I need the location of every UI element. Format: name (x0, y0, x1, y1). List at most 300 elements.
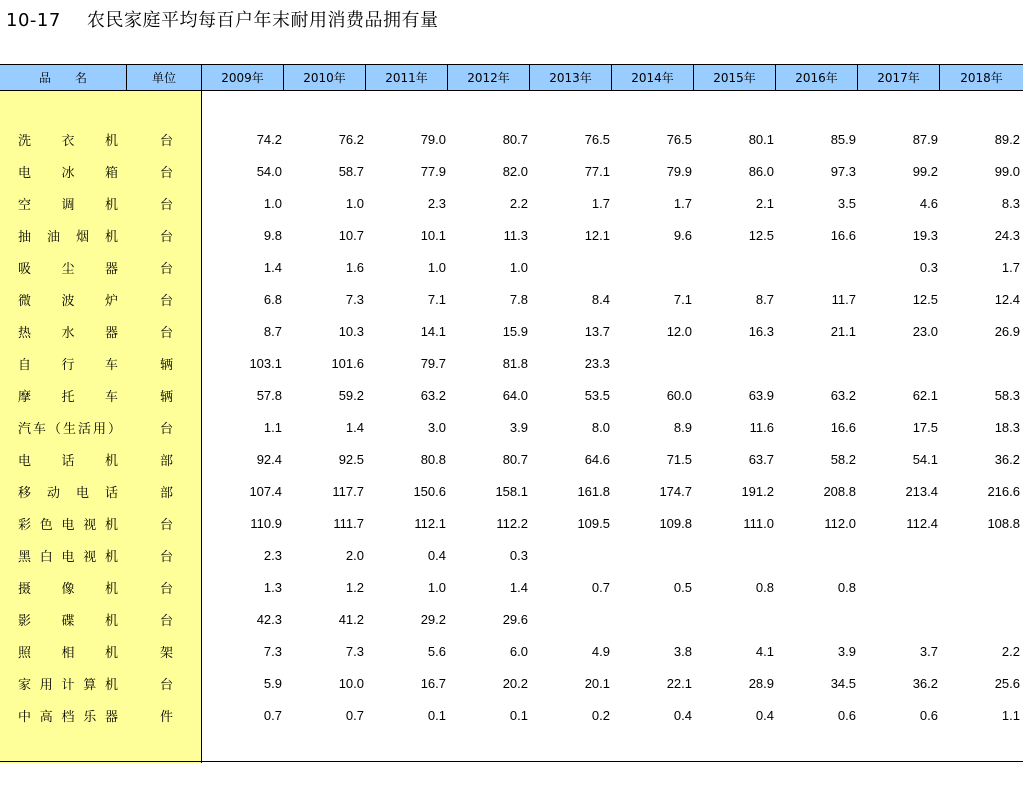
item-name-char: 自 (18, 357, 32, 373)
value-cell: 77.1 (584, 163, 610, 179)
value-cell: 92.5 (338, 451, 364, 467)
item-name-char: 摄 (18, 581, 32, 597)
item-name-char: 微 (18, 293, 32, 309)
value-cell: 29.2 (420, 611, 446, 627)
value-cell: 71.5 (666, 451, 692, 467)
value-cell: 77.9 (420, 163, 446, 179)
value-cell: 0.6 (919, 707, 938, 723)
item-unit: 台 (160, 229, 174, 245)
value-cell: 1.2 (345, 579, 364, 595)
item-name-char: 热 (18, 325, 32, 341)
value-cell: 109.5 (577, 515, 610, 531)
table-row (0, 667, 1023, 699)
item-name-char: 箱 (104, 165, 118, 181)
value-cell: 53.5 (584, 387, 610, 403)
header-year: 2013年 (530, 65, 612, 90)
item-name-char: 电 (75, 485, 89, 501)
item-name-char: 汽车（生活用） (18, 421, 124, 437)
item-name-char: 乐 (83, 709, 97, 725)
item-name-char: 移 (18, 485, 32, 501)
value-cell: 14.1 (420, 323, 446, 339)
item-unit: 台 (160, 517, 174, 533)
item-unit: 台 (160, 165, 174, 181)
item-name-char: 碟 (61, 613, 75, 629)
value-cell: 22.1 (666, 675, 692, 691)
value-cell: 92.4 (256, 451, 282, 467)
value-cell: 1.1 (263, 419, 282, 435)
table-body (0, 123, 1023, 731)
value-cell: 79.0 (420, 131, 446, 147)
value-cell: 79.9 (666, 163, 692, 179)
value-cell: 87.9 (912, 131, 938, 147)
value-cell: 158.1 (495, 483, 528, 499)
value-cell: 1.7 (1001, 259, 1020, 275)
value-cell: 74.2 (256, 131, 282, 147)
value-cell: 76.5 (666, 131, 692, 147)
value-cell: 2.0 (345, 547, 364, 563)
item-name-char: 机 (104, 549, 118, 565)
item-name-char: 炉 (104, 293, 118, 309)
item-name (18, 290, 118, 309)
item-name-char: 器 (104, 709, 118, 725)
value-cell: 16.6 (830, 419, 856, 435)
value-cell: 1.1 (1001, 707, 1020, 723)
value-cell: 10.1 (420, 227, 446, 243)
value-cell: 57.8 (256, 387, 282, 403)
item-name (18, 354, 118, 373)
value-cell: 13.7 (584, 323, 610, 339)
header-unit: 单位 (127, 65, 202, 90)
item-name-char: 相 (61, 645, 75, 661)
value-cell: 5.9 (263, 675, 282, 691)
value-cell: 112.2 (496, 515, 528, 531)
value-cell: 0.7 (345, 707, 364, 723)
value-cell: 59.2 (338, 387, 364, 403)
value-cell: 161.8 (577, 483, 610, 499)
value-cell: 23.3 (584, 355, 610, 371)
value-cell: 112.4 (906, 515, 938, 531)
item-name-char: 器 (104, 261, 118, 277)
table-row (0, 539, 1023, 571)
item-name-char: 电 (61, 517, 75, 533)
item-name-char: 动 (46, 485, 60, 501)
value-cell: 1.0 (263, 195, 282, 211)
item-name (18, 194, 118, 213)
value-cell: 1.4 (509, 579, 528, 595)
value-cell: 0.7 (263, 707, 282, 723)
item-unit: 辆 (160, 357, 174, 373)
value-cell: 58.2 (830, 451, 856, 467)
value-cell: 213.4 (905, 483, 938, 499)
item-name-char: 影 (18, 613, 32, 629)
item-name (18, 258, 118, 277)
value-cell: 76.2 (338, 131, 364, 147)
item-name-char: 算 (83, 677, 97, 693)
value-cell: 101.6 (331, 355, 364, 371)
item-name-char: 托 (61, 389, 75, 405)
value-cell: 110.9 (250, 515, 282, 531)
value-cell: 109.8 (659, 515, 692, 531)
value-cell: 1.7 (591, 195, 610, 211)
value-cell: 117.7 (332, 483, 364, 499)
item-name-char: 摩 (18, 389, 32, 405)
value-cell: 8.9 (673, 419, 692, 435)
item-name-char: 空 (18, 197, 32, 213)
item-unit: 台 (160, 549, 174, 565)
value-cell: 16.6 (830, 227, 856, 243)
item-name (18, 322, 118, 341)
value-cell: 0.8 (755, 579, 774, 595)
value-cell: 12.5 (912, 291, 938, 307)
table-row (0, 507, 1023, 539)
value-cell: 208.8 (823, 483, 856, 499)
item-name-char: 白 (39, 549, 53, 565)
item-name-char: 洗 (18, 133, 32, 149)
value-cell: 20.1 (584, 675, 610, 691)
value-cell: 0.6 (837, 707, 856, 723)
table-title: 农民家庭平均每百户年末耐用消费品拥有量 (87, 10, 439, 31)
value-cell: 2.2 (509, 195, 528, 211)
value-cell: 99.0 (994, 163, 1020, 179)
value-cell: 1.0 (345, 195, 364, 211)
value-cell: 1.4 (263, 259, 282, 275)
value-cell: 10.0 (338, 675, 364, 691)
value-cell: 4.1 (755, 643, 774, 659)
item-name-char: 器 (104, 325, 118, 341)
value-cell: 8.7 (263, 323, 282, 339)
value-cell: 7.1 (427, 291, 446, 307)
value-cell: 112.1 (414, 515, 446, 531)
item-name (18, 674, 118, 693)
value-cell: 12.0 (666, 323, 692, 339)
value-cell: 41.2 (338, 611, 364, 627)
header-year: 2012年 (448, 65, 530, 90)
table-row (0, 411, 1023, 443)
item-unit: 台 (160, 261, 174, 277)
value-cell: 0.3 (919, 259, 938, 275)
item-name-char: 烟 (75, 229, 89, 245)
value-cell: 58.7 (338, 163, 364, 179)
value-cell: 85.9 (830, 131, 856, 147)
value-cell: 12.4 (994, 291, 1020, 307)
value-cell: 7.3 (345, 643, 364, 659)
value-cell: 174.7 (659, 483, 692, 499)
value-cell: 62.1 (912, 387, 938, 403)
item-name-char: 话 (104, 485, 118, 501)
value-cell: 58.3 (994, 387, 1020, 403)
value-cell: 111.0 (743, 515, 774, 531)
value-cell: 60.0 (666, 387, 692, 403)
item-name (18, 706, 118, 725)
table-row (0, 443, 1023, 475)
value-cell: 64.0 (502, 387, 528, 403)
value-cell: 2.3 (427, 195, 446, 211)
value-cell: 17.5 (912, 419, 938, 435)
value-cell: 3.7 (919, 643, 938, 659)
value-cell: 111.7 (333, 515, 364, 531)
value-cell: 23.0 (912, 323, 938, 339)
table-row (0, 571, 1023, 603)
value-cell: 3.9 (509, 419, 528, 435)
value-cell: 5.6 (427, 643, 446, 659)
table-row (0, 219, 1023, 251)
value-cell: 4.9 (591, 643, 610, 659)
item-name-char: 视 (83, 517, 97, 533)
value-cell: 7.8 (509, 291, 528, 307)
item-unit: 台 (160, 581, 174, 597)
item-unit: 台 (160, 325, 174, 341)
table-row (0, 379, 1023, 411)
value-cell: 79.7 (420, 355, 446, 371)
header-year: 2016年 (776, 65, 858, 90)
value-cell: 64.6 (584, 451, 610, 467)
value-cell: 89.2 (994, 131, 1020, 147)
value-cell: 12.5 (748, 227, 774, 243)
item-name-char: 行 (61, 357, 75, 373)
value-cell: 0.7 (591, 579, 610, 595)
item-name (18, 578, 118, 597)
item-name (18, 162, 118, 181)
value-cell: 1.0 (509, 259, 528, 275)
item-name (18, 642, 118, 661)
item-name-char: 黑 (18, 549, 32, 565)
item-name-char: 机 (104, 453, 118, 469)
value-cell: 0.1 (509, 707, 528, 723)
value-cell: 15.9 (502, 323, 528, 339)
value-cell: 18.3 (994, 419, 1020, 435)
item-name-char: 机 (104, 645, 118, 661)
item-unit: 台 (160, 133, 174, 149)
value-cell: 11.3 (503, 227, 528, 243)
header-year: 2015年 (694, 65, 776, 90)
value-cell: 36.2 (912, 675, 938, 691)
value-cell: 2.3 (263, 547, 282, 563)
value-cell: 3.0 (427, 419, 446, 435)
value-cell: 28.9 (748, 675, 774, 691)
item-name-char: 油 (46, 229, 60, 245)
value-cell: 63.7 (748, 451, 774, 467)
value-cell: 16.7 (420, 675, 446, 691)
value-cell: 97.3 (830, 163, 856, 179)
value-cell: 0.5 (673, 579, 692, 595)
value-cell: 3.9 (837, 643, 856, 659)
value-cell: 0.1 (427, 707, 446, 723)
header-item-name: 品 名 (0, 65, 127, 90)
value-cell: 99.2 (912, 163, 938, 179)
item-name-char: 衣 (61, 133, 75, 149)
value-cell: 11.7 (831, 291, 856, 307)
item-name-char: 家 (18, 677, 32, 693)
item-name-char: 机 (104, 133, 118, 149)
item-name-char: 照 (18, 645, 32, 661)
value-cell: 54.0 (256, 163, 282, 179)
item-unit: 部 (160, 485, 174, 501)
table-row (0, 475, 1023, 507)
item-name (18, 130, 118, 149)
value-cell: 8.0 (591, 419, 610, 435)
value-cell: 42.3 (256, 611, 282, 627)
item-unit: 台 (160, 677, 174, 693)
item-name (18, 482, 118, 501)
value-cell: 0.3 (509, 547, 528, 563)
item-name-char: 机 (104, 677, 118, 693)
item-name-char: 机 (104, 229, 118, 245)
item-name-char: 电 (18, 453, 32, 469)
header-year: 2011年 (366, 65, 448, 90)
value-cell: 16.3 (748, 323, 774, 339)
value-cell: 10.7 (338, 227, 364, 243)
page-title (6, 6, 439, 32)
value-cell: 34.5 (830, 675, 856, 691)
item-name-char: 车 (104, 357, 118, 373)
value-cell: 216.6 (987, 483, 1020, 499)
value-cell: 9.6 (673, 227, 692, 243)
table-row (0, 251, 1023, 283)
table-row (0, 187, 1023, 219)
item-name-char: 机 (104, 517, 118, 533)
table-row (0, 315, 1023, 347)
item-unit: 台 (160, 421, 174, 437)
value-cell: 25.6 (994, 675, 1020, 691)
item-name-char: 电 (61, 549, 75, 565)
value-cell: 63.2 (420, 387, 446, 403)
item-name-char: 高 (39, 709, 53, 725)
value-cell: 10.3 (338, 323, 364, 339)
item-name-char: 水 (61, 325, 75, 341)
value-cell: 7.3 (345, 291, 364, 307)
item-name-char: 车 (104, 389, 118, 405)
value-cell: 8.3 (1001, 195, 1020, 211)
value-cell: 103.1 (249, 355, 282, 371)
item-name (18, 514, 118, 533)
value-cell: 36.2 (994, 451, 1020, 467)
value-cell: 6.0 (509, 643, 528, 659)
table-header (0, 64, 1023, 91)
value-cell: 24.3 (994, 227, 1020, 243)
value-cell: 80.7 (502, 451, 528, 467)
value-cell: 1.4 (345, 419, 364, 435)
item-name-char: 话 (61, 453, 75, 469)
item-name-char: 用 (39, 677, 53, 693)
item-name-char: 像 (61, 581, 75, 597)
value-cell: 63.2 (830, 387, 856, 403)
value-cell: 0.8 (837, 579, 856, 595)
item-name-char: 计 (61, 677, 75, 693)
table-row (0, 347, 1023, 379)
item-name (18, 450, 118, 469)
table-row (0, 123, 1023, 155)
value-cell: 81.8 (502, 355, 528, 371)
item-name-char: 中 (18, 709, 32, 725)
value-cell: 7.1 (673, 291, 692, 307)
value-cell: 2.2 (1001, 643, 1020, 659)
item-name (18, 610, 118, 629)
value-cell: 112.0 (824, 515, 856, 531)
value-cell: 7.3 (263, 643, 282, 659)
item-name-char: 电 (18, 165, 32, 181)
value-cell: 26.9 (994, 323, 1020, 339)
value-cell: 108.8 (987, 515, 1020, 531)
value-cell: 76.5 (584, 131, 610, 147)
value-cell: 150.6 (413, 483, 446, 499)
value-cell: 1.7 (673, 195, 692, 211)
item-unit: 辆 (160, 389, 174, 405)
item-name (18, 226, 118, 245)
table-row (0, 155, 1023, 187)
value-cell: 4.6 (919, 195, 938, 211)
item-unit: 台 (160, 613, 174, 629)
value-cell: 80.1 (748, 131, 774, 147)
value-cell: 1.0 (427, 259, 446, 275)
item-name-char: 抽 (18, 229, 32, 245)
item-unit: 台 (160, 197, 174, 213)
item-name-char: 尘 (61, 261, 75, 277)
value-cell: 0.4 (427, 547, 446, 563)
value-cell: 21.1 (830, 323, 856, 339)
header-year: 2017年 (858, 65, 940, 90)
value-cell: 3.8 (673, 643, 692, 659)
value-cell: 0.2 (591, 707, 610, 723)
value-cell: 107.4 (249, 483, 282, 499)
value-cell: 191.2 (741, 483, 774, 499)
item-name-char: 调 (61, 197, 75, 213)
header-year: 2010年 (284, 65, 366, 90)
item-name-char: 机 (104, 581, 118, 597)
table-row (0, 699, 1023, 731)
table-row (0, 283, 1023, 315)
value-cell: 19.3 (912, 227, 938, 243)
value-cell: 0.4 (755, 707, 774, 723)
value-cell: 6.8 (263, 291, 282, 307)
header-year: 2009年 (202, 65, 284, 90)
value-cell: 80.8 (420, 451, 446, 467)
value-cell: 8.7 (755, 291, 774, 307)
item-name-char: 机 (104, 197, 118, 213)
value-cell: 1.6 (345, 259, 364, 275)
item-unit: 架 (160, 645, 174, 661)
value-cell: 3.5 (837, 195, 856, 211)
table-bottom-rule (0, 761, 1023, 762)
value-cell: 1.3 (263, 579, 282, 595)
item-name (18, 386, 118, 405)
item-name-char: 视 (83, 549, 97, 565)
value-cell: 9.8 (263, 227, 282, 243)
value-cell: 80.7 (502, 131, 528, 147)
item-name-char: 彩 (18, 517, 32, 533)
value-cell: 12.1 (584, 227, 610, 243)
value-cell: 86.0 (748, 163, 774, 179)
value-cell: 63.9 (748, 387, 774, 403)
item-name-char: 色 (39, 517, 53, 533)
table-row (0, 635, 1023, 667)
value-cell: 54.1 (912, 451, 938, 467)
item-unit: 部 (160, 453, 174, 469)
header-year: 2014年 (612, 65, 694, 90)
item-name-char: 波 (61, 293, 75, 309)
value-cell: 1.0 (427, 579, 446, 595)
table-row (0, 603, 1023, 635)
item-unit: 台 (160, 293, 174, 309)
value-cell: 2.1 (755, 195, 774, 211)
item-name (18, 418, 124, 437)
header-year: 2018年 (960, 71, 1003, 85)
table-number: 10-17 (6, 10, 61, 31)
item-unit: 件 (160, 709, 174, 725)
value-cell: 82.0 (502, 163, 528, 179)
item-name (18, 546, 118, 565)
item-name-char: 吸 (18, 261, 32, 277)
item-name-char: 档 (61, 709, 75, 725)
